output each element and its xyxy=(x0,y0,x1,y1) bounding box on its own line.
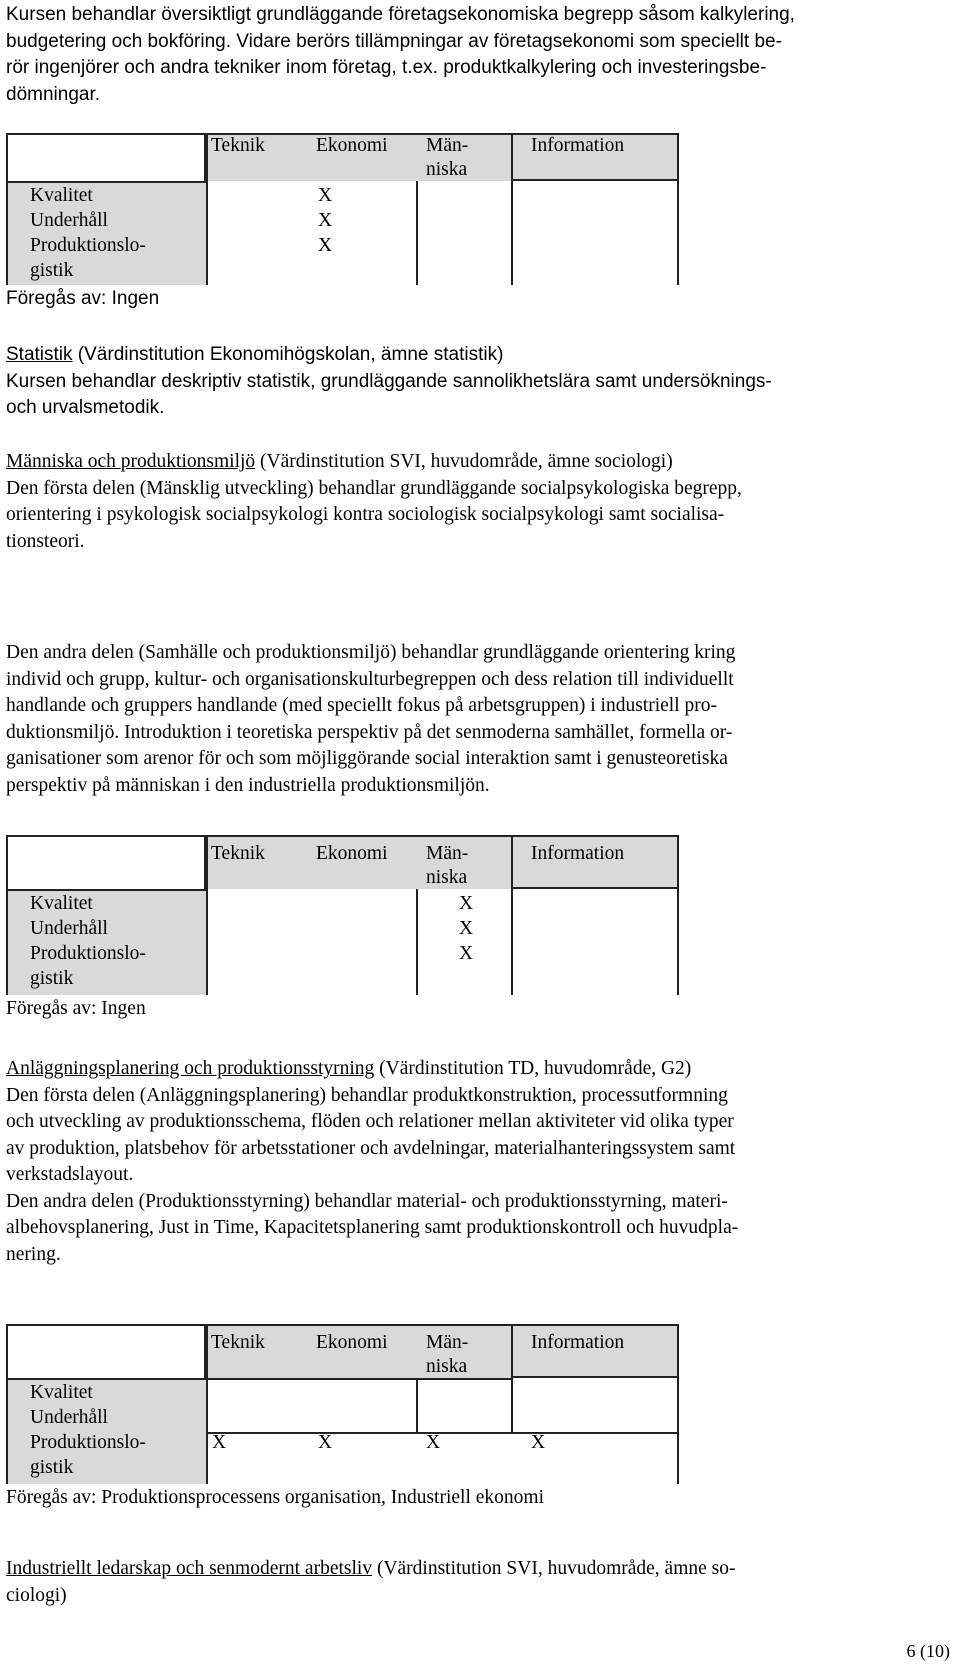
text-line: rör ingenjörer och andra tekniker inom företag, t.ex. produktkalkylering och investeringsbe- xyxy=(6,57,767,78)
row-produktionslogistik-cont: gistik xyxy=(30,968,74,989)
matrix-body-col xyxy=(416,181,511,285)
row-underhall: Underhåll xyxy=(30,918,108,939)
matrix-body-col xyxy=(511,889,679,995)
text-line: tionsteori. xyxy=(6,530,85,552)
matrix-body-col xyxy=(416,1378,511,1432)
text-line: individ och grupp, kultur- och organisationskulturbegreppen och dess relation till individuellt xyxy=(6,668,734,690)
anlaggning-section xyxy=(6,1056,951,1268)
col-teknik: Teknik xyxy=(211,1332,265,1353)
matrix-corner xyxy=(6,1324,206,1378)
col-manniska-cont: niska xyxy=(426,1356,468,1377)
section-heading-line xyxy=(6,342,951,369)
text-line: och urvalsmetodik. xyxy=(6,397,165,418)
row-kvalitet: Kvalitet xyxy=(30,185,93,206)
text-line: Kursen behandlar översiktligt grundläggande företagsekonomiska begrepp såsom kalkylering, xyxy=(6,4,795,25)
col-information: Information xyxy=(531,135,625,156)
course-meta: (Värdinstitution Ekonomihögskolan, ämne statistik) xyxy=(72,344,504,365)
competence-matrix-2 xyxy=(6,835,686,1035)
industriellt-section xyxy=(6,1556,951,1609)
section-heading-line xyxy=(6,449,951,476)
matrix-body-col xyxy=(511,1378,679,1432)
matrix-body xyxy=(206,889,416,995)
mark-x: X xyxy=(459,893,474,914)
text-line: handlande och gruppers handlande (med speciellt fokus på arbetsgruppen) i industriell pro- xyxy=(6,695,717,716)
text-line: ciologi) xyxy=(6,1584,67,1606)
statistik-section xyxy=(6,342,951,422)
mark-x: X xyxy=(318,1432,333,1453)
matrix-corner xyxy=(6,133,206,181)
text-line: och utveckling av produktionsschema, flöden och relationer mellan aktiviteter vid olika typer xyxy=(6,1111,734,1132)
row-underhall: Underhåll xyxy=(30,210,108,231)
manniska-section-part2 xyxy=(6,640,951,799)
text-line: albehovsplanering, Just in Time, Kapacitetsplanering samt produktionskontroll och huvudpla- xyxy=(6,1217,739,1238)
course-meta: (Värdinstitution SVI, huvudområde, ämne sociologi) xyxy=(255,451,673,472)
col-manniska: Män- xyxy=(426,1332,469,1353)
course-title-industriellt: Industriellt ledarskap och senmodernt arbetsliv xyxy=(6,1558,373,1579)
text-line: orientering i psykologisk socialpsykologi kontra sociologisk socialpsykologi samt socialisa- xyxy=(6,504,725,525)
row-produktionslogistik-cont: gistik xyxy=(30,1457,74,1478)
row-produktionslogistik: Produktionslo- xyxy=(30,943,146,964)
col-manniska-cont: niska xyxy=(426,867,468,888)
col-information: Information xyxy=(531,843,625,864)
prerequisite-text: Föregås av: Ingen xyxy=(6,288,160,309)
course-title-statistik: Statistik xyxy=(6,344,73,365)
col-manniska-cont: niska xyxy=(426,159,468,180)
matrix-body xyxy=(206,1378,416,1432)
row-produktionslogistik-cont: gistik xyxy=(30,260,74,281)
prerequisite-text: Föregås av: Ingen xyxy=(6,998,146,1019)
text-line: ganisationer som arenor för och som möjliggörande social interaktion samt i genusteoretiska xyxy=(6,748,728,769)
text-line: nering. xyxy=(6,1243,61,1265)
mark-x: X xyxy=(318,185,333,206)
matrix-corner xyxy=(6,835,206,889)
course-meta: (Värdinstitution SVI, huvudområde, ämne so- xyxy=(372,1558,736,1579)
mark-x: X xyxy=(318,235,333,256)
mark-x: X xyxy=(531,1432,546,1453)
section-heading-line xyxy=(6,1556,951,1583)
col-manniska: Män- xyxy=(426,843,469,864)
matrix-body-col xyxy=(511,181,679,285)
text-line: Den första delen (Mänsklig utveckling) behandlar grundläggande socialpsykologiska begrepp, xyxy=(6,477,742,499)
text-line: perspektiv på människan i den industriella produktionsmiljön. xyxy=(6,774,490,796)
row-kvalitet: Kvalitet xyxy=(30,1382,93,1403)
manniska-section xyxy=(6,449,951,555)
matrix-body-row xyxy=(206,1432,679,1484)
text-line: Den andra delen (Samhälle och produktionsmiljö) behandlar grundläggande orientering kring xyxy=(6,642,736,663)
text-line: budgetering och bokföring. Vidare berörs tillämpningar av företagsekonomi som speciellt be- xyxy=(6,30,782,52)
col-ekonomi: Ekonomi xyxy=(316,1332,388,1353)
competence-matrix-1 xyxy=(6,133,686,323)
course-title-anlaggning: Anläggningsplanering och produktionsstyrning xyxy=(6,1058,375,1079)
text-line: Den första delen (Anläggningsplanering) behandlar produktkonstruktion, processutformning xyxy=(6,1084,728,1106)
col-information: Information xyxy=(531,1332,625,1353)
mark-x: X xyxy=(426,1432,441,1453)
col-manniska: Män- xyxy=(426,135,469,156)
text-line: Kursen behandlar deskriptiv statistik, grundläggande sannolikhetslära samt undersöknings- xyxy=(6,370,772,392)
text-line: verkstadslayout. xyxy=(6,1164,134,1185)
text-line: Den andra delen (Produktionsstyrning) behandlar material- och produktionsstyrning, materi- xyxy=(6,1190,728,1212)
row-produktionslogistik: Produktionslo- xyxy=(30,235,146,256)
mark-x: X xyxy=(459,943,474,964)
competence-matrix-3 xyxy=(6,1324,686,1534)
text-line: av produktion, platsbehov för arbetsstationer och avdelningar, materialhanteringssystem samt xyxy=(6,1137,736,1159)
row-underhall: Underhåll xyxy=(30,1407,108,1428)
mark-x: X xyxy=(318,210,333,231)
course-title-manniska: Människa och produktionsmiljö xyxy=(6,451,256,472)
row-kvalitet: Kvalitet xyxy=(30,893,93,914)
section-heading-line xyxy=(6,1056,951,1083)
matrix-body xyxy=(206,181,416,285)
prerequisite-text: Föregås av: Produktionsprocessens organisation, Industriell ekonomi xyxy=(6,1487,544,1508)
intro-paragraph xyxy=(6,2,951,108)
col-teknik: Teknik xyxy=(211,135,265,156)
course-meta: (Värdinstitution TD, huvudområde, G2) xyxy=(374,1058,692,1079)
col-teknik: Teknik xyxy=(211,843,265,864)
text-line: duktionsmiljö. Introduktion i teoretiska perspektiv på det senmoderna samhället, formella or- xyxy=(6,721,733,743)
mark-x: X xyxy=(212,1432,227,1453)
row-produktionslogistik: Produktionslo- xyxy=(30,1432,146,1453)
page-number: 6 (10) xyxy=(906,1640,950,1661)
col-ekonomi: Ekonomi xyxy=(316,135,388,156)
text-line: dömningar. xyxy=(6,83,101,105)
col-ekonomi: Ekonomi xyxy=(316,843,388,864)
mark-x: X xyxy=(459,918,474,939)
